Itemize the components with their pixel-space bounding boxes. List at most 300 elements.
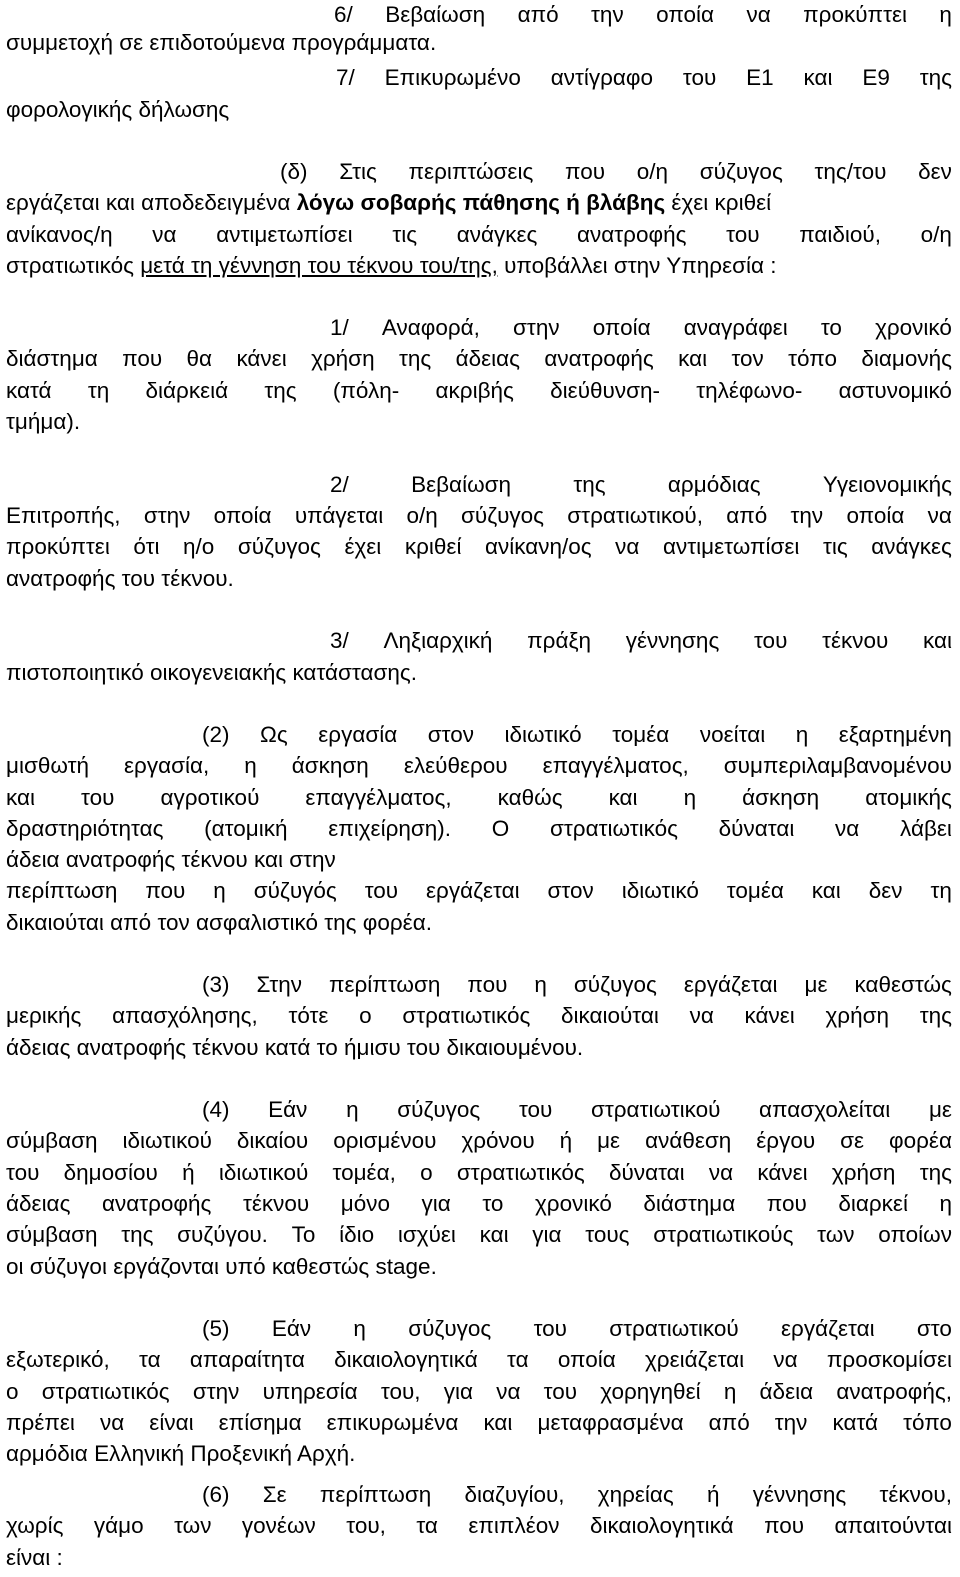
word: ατομικής	[865, 785, 952, 810]
word: δικαίου	[236, 1128, 309, 1153]
word: των	[174, 1513, 212, 1538]
word: του	[533, 1316, 567, 1341]
word: επίσημα	[218, 1410, 302, 1435]
text-line: άδειας ανατροφής τέκνου κατά το ήμισυ του δικαιουμένου.	[6, 1035, 584, 1060]
word: (6)	[202, 1482, 230, 1507]
text-line	[6, 376, 952, 406]
word: πρέπει	[6, 1410, 75, 1435]
word: και	[811, 878, 841, 903]
word: χορηγηθεί	[600, 1379, 701, 1404]
word: και	[6, 785, 35, 810]
word: για	[421, 1191, 451, 1216]
word: με	[804, 972, 828, 997]
word: στην	[192, 1379, 240, 1404]
word: δικαιούται	[560, 1003, 659, 1028]
word: περίπτωση	[6, 878, 118, 903]
word: που	[766, 1191, 807, 1216]
word: δημοσίου	[63, 1160, 158, 1185]
word: επιχείρηση).	[328, 816, 452, 841]
text-line	[6, 1345, 952, 1375]
word: εργασία,	[124, 753, 210, 778]
word: ιδιωτικού	[218, 1160, 309, 1185]
text-segment: υποβάλλει στην Υπηρεσία :	[497, 253, 777, 278]
word: Ε9	[862, 65, 890, 90]
word: επικυρωμένα	[326, 1410, 459, 1435]
text-line: οι σύζυγοι εργάζονται υπό καθεστώς stage.	[6, 1254, 437, 1279]
word: ή	[559, 1128, 573, 1153]
word: έργου	[756, 1128, 816, 1153]
word: άδειας	[6, 1191, 71, 1216]
text-line	[280, 157, 952, 187]
text-line	[6, 1408, 952, 1438]
word: τόπο	[903, 1410, 952, 1435]
word: ο	[6, 1379, 19, 1404]
text-line	[6, 783, 952, 813]
word: γέννησης	[625, 628, 720, 653]
word: δύναται	[609, 1160, 685, 1185]
word: η	[795, 722, 809, 747]
word: αναγράφει	[683, 315, 788, 340]
word: τα	[416, 1513, 438, 1538]
word: του	[726, 222, 760, 247]
word: κριθεί	[404, 534, 462, 559]
word: δραστηριότητας	[6, 816, 164, 841]
word: να	[496, 1379, 521, 1404]
word: οποία	[846, 503, 905, 528]
text-line: ανατροφής του τέκνου.	[6, 566, 234, 591]
text-segment: στρατιωτικός	[6, 253, 141, 278]
word: της	[264, 378, 297, 403]
word: να	[689, 1003, 714, 1028]
word: του	[6, 1160, 40, 1185]
word: κατά	[832, 1410, 879, 1435]
word: σύζυγος	[699, 159, 783, 184]
word: σε	[840, 1128, 865, 1153]
word: στρατιωτικός	[402, 1003, 531, 1028]
word: να	[615, 534, 640, 559]
text-line: τμήμα).	[6, 409, 81, 434]
word: καθώς	[497, 785, 563, 810]
word: της	[398, 346, 432, 371]
word: να	[99, 1410, 125, 1435]
word: περίπτωση	[328, 972, 441, 997]
bold-phrase: λόγω σοβαρής πάθησης ή βλάβης	[296, 190, 666, 215]
word: στρατιωτικού	[609, 1316, 739, 1341]
word: σύζυγος	[237, 534, 321, 559]
word: γάμο	[93, 1513, 144, 1538]
word: (πόλη-	[332, 378, 400, 403]
word: Ε1	[746, 65, 774, 90]
text-line	[6, 1220, 952, 1250]
word: τις	[822, 534, 848, 559]
text-segment: εργάζεται και αποδεδειγμένα	[6, 190, 297, 215]
word: στην	[143, 503, 191, 528]
text-line	[6, 876, 952, 906]
word: του	[518, 1097, 553, 1122]
word: τέκνου	[242, 1191, 310, 1216]
word: της	[121, 1222, 154, 1247]
word: (3)	[202, 972, 230, 997]
word: από	[726, 503, 768, 528]
word: άσκηση	[742, 785, 820, 810]
word: η	[939, 2, 952, 27]
word: σύμβαση	[6, 1128, 98, 1153]
word: προκύπτει	[6, 534, 110, 559]
word: οποία	[213, 503, 272, 528]
text-line	[202, 970, 952, 1000]
word: συμπεριλαμβανομένου	[723, 753, 952, 778]
text-line: άδεια ανατροφής τέκνου και στην	[6, 847, 336, 872]
text-line: δικαιούται από τον ασφαλιστικό της φορέα.	[6, 910, 432, 935]
word: προκύπτει	[803, 2, 907, 27]
word: είναι	[149, 1410, 194, 1435]
word: Στις	[339, 159, 377, 184]
text-line	[202, 1095, 952, 1125]
text-line: πιστοποιητικό οικογενειακής κατάστασης.	[6, 660, 417, 685]
word: επαγγέλματος,	[542, 753, 689, 778]
word: ανατροφής,	[836, 1379, 952, 1404]
word: υπηρεσία	[262, 1379, 358, 1404]
word: διαζυγίου,	[464, 1482, 565, 1507]
text-line	[6, 814, 952, 844]
underlined-phrase: μετά τη γέννηση του τέκνου του/της,	[140, 253, 498, 278]
word: ιδιωτικό	[504, 722, 582, 747]
word: που	[122, 346, 163, 371]
word: να	[746, 2, 771, 27]
word: χηρείας	[597, 1482, 674, 1507]
word: (4)	[202, 1097, 230, 1122]
word: για	[532, 1222, 562, 1247]
word: εξαρτημένη	[838, 722, 952, 747]
word: εργάζεται	[683, 972, 778, 997]
word: γονέων	[241, 1513, 316, 1538]
word: να	[773, 1347, 798, 1372]
word: κάνει	[757, 1160, 808, 1185]
word: στρατιωτικού,	[567, 503, 703, 528]
word: και	[803, 65, 833, 90]
word: η	[346, 1097, 359, 1122]
word: μόνο	[340, 1191, 390, 1216]
text-line	[6, 251, 952, 281]
word: στρατιωτικού	[590, 1097, 721, 1122]
word: 1/	[330, 315, 349, 340]
word: διάστημα	[6, 346, 98, 371]
word: να	[152, 222, 177, 247]
word: για	[443, 1379, 473, 1404]
text-line	[6, 1511, 952, 1541]
word: κατά	[6, 378, 52, 403]
word: μεταφρασμένα	[537, 1410, 684, 1435]
word: διάστημα	[643, 1191, 736, 1216]
word: επιπλέον	[468, 1513, 560, 1538]
word: (5)	[202, 1316, 230, 1341]
text-line	[6, 1158, 952, 1188]
word: άσκηση	[291, 753, 369, 778]
word: χρονικό	[534, 1191, 612, 1216]
word: τους	[585, 1222, 630, 1247]
word: και	[483, 1410, 513, 1435]
word: γέννησης	[752, 1482, 847, 1507]
word: από	[708, 1410, 750, 1435]
word: στην	[513, 315, 560, 340]
word: η	[534, 972, 547, 997]
word: αγροτικού	[160, 785, 260, 810]
word: Επικυρωμένο	[384, 65, 521, 90]
word: τηλέφωνο-	[696, 378, 803, 403]
word: αρμόδιας	[667, 472, 761, 497]
word: στρατιωτικός	[456, 1160, 585, 1185]
text-line	[6, 501, 952, 531]
word: την	[790, 503, 824, 528]
word: οποία	[656, 2, 715, 27]
word: της/του	[814, 159, 887, 184]
word: χρόνου	[461, 1128, 535, 1153]
word: τη	[930, 878, 952, 903]
word: τα	[507, 1347, 529, 1372]
word: ο/η	[406, 503, 438, 528]
word: ισχύει	[397, 1222, 456, 1247]
text-line	[6, 1126, 952, 1156]
text-line	[330, 313, 952, 343]
word: Ως	[260, 722, 288, 747]
word: σύζυγος	[573, 972, 657, 997]
word: να	[708, 1160, 734, 1185]
word: την	[774, 1410, 808, 1435]
word: του	[682, 65, 717, 90]
word: εργασία	[318, 722, 398, 747]
word: δεν	[918, 159, 952, 184]
word: στρατιωτικός	[41, 1379, 170, 1404]
word: στον	[547, 878, 594, 903]
word: ανάγκες	[871, 534, 952, 559]
word: κάνει	[744, 1003, 795, 1028]
word: που	[764, 1513, 805, 1538]
text-line	[336, 63, 952, 93]
word: Ο	[491, 816, 510, 841]
text-line: αρμόδια Ελληνική Προξενική Αρχή.	[6, 1441, 356, 1466]
word: στον	[427, 722, 474, 747]
word: στο	[916, 1316, 952, 1341]
text-line	[6, 1001, 952, 1031]
word: απαιτούνται	[834, 1513, 952, 1538]
word: ο	[420, 1160, 433, 1185]
word: τότε	[288, 1003, 329, 1028]
word: αντιμετωπίσει	[216, 222, 353, 247]
word: (2)	[202, 722, 230, 747]
word: Στην	[256, 972, 302, 997]
word: τόπο	[788, 346, 837, 371]
word: διεύθυνση-	[550, 378, 660, 403]
word: ή	[182, 1160, 195, 1185]
word: ανίκανος/η	[6, 222, 113, 247]
word: διαρκεί	[838, 1191, 908, 1216]
word: υπάγεται	[294, 503, 384, 528]
word: λάβει	[900, 816, 952, 841]
word: ανίκανη/ος	[485, 534, 592, 559]
word: η	[939, 1191, 952, 1216]
word: ανάγκες	[456, 222, 538, 247]
word: η	[213, 878, 226, 903]
word: 2/	[330, 472, 349, 497]
word: έχει	[344, 534, 382, 559]
word: του	[543, 1379, 578, 1404]
text-line: φορολογικής δήλωσης	[6, 97, 230, 122]
word: της	[919, 65, 952, 90]
word: οποία	[592, 315, 651, 340]
word: άδεια	[759, 1379, 814, 1404]
word: περιπτώσεις	[408, 159, 534, 184]
word: αντιμετωπίσει	[662, 534, 800, 559]
word: από	[517, 2, 559, 27]
text-line	[6, 344, 952, 374]
word: εργάζεται	[426, 878, 520, 903]
word: Ληξιαρχική	[383, 628, 493, 653]
word: δύναται	[718, 816, 795, 841]
word: προσκομίσει	[826, 1347, 952, 1372]
word: παιδιού,	[799, 222, 881, 247]
word: το	[482, 1191, 504, 1216]
text-line	[330, 626, 952, 656]
word: ανατροφής	[101, 1191, 212, 1216]
word: τέκνου,	[879, 1482, 952, 1507]
word: με	[597, 1128, 621, 1153]
word: Υγειονομικής	[822, 472, 952, 497]
word: του,	[380, 1379, 421, 1404]
word: τέκνου	[822, 628, 889, 653]
word: ιδιωτικού	[122, 1128, 212, 1153]
word: η	[723, 1379, 737, 1404]
word: εργάζεται	[780, 1316, 875, 1341]
word: και	[923, 628, 952, 653]
word: τη	[87, 378, 110, 403]
word: χρήση	[831, 1160, 896, 1185]
word: αντίγραφο	[550, 65, 654, 90]
word: χρήση	[825, 1003, 890, 1028]
text-line	[202, 1480, 952, 1510]
word: δεν	[868, 878, 903, 903]
word: τα	[139, 1347, 161, 1372]
text-segment: έχει κριθεί	[665, 190, 772, 215]
word: και	[479, 1222, 509, 1247]
word: ίδιο	[339, 1222, 375, 1247]
word: απαραίτητα	[189, 1347, 305, 1372]
word: χρονικό	[875, 315, 952, 340]
word: να	[927, 503, 952, 528]
text-line	[6, 1377, 952, 1407]
word: (δ)	[280, 159, 308, 184]
word: Αναφορά,	[381, 315, 480, 340]
word: ανατροφής	[577, 222, 687, 247]
word: χωρίς	[6, 1513, 64, 1538]
word: 6/	[334, 2, 353, 27]
word: του,	[346, 1513, 386, 1538]
word: δικαιολογητικά	[334, 1347, 478, 1372]
word: η	[353, 1316, 366, 1341]
text-line	[6, 1189, 952, 1219]
word: να	[835, 816, 860, 841]
text-line: είναι :	[6, 1545, 63, 1570]
word: Το	[291, 1222, 316, 1247]
word: ο/η	[920, 222, 952, 247]
word: τις	[392, 222, 418, 247]
text-line	[330, 470, 952, 500]
word: που	[565, 159, 606, 184]
text-line	[6, 532, 952, 562]
word: εξωτερικό,	[6, 1347, 110, 1372]
word: δικαιολογητικά	[589, 1513, 734, 1538]
word: οποίων	[878, 1222, 952, 1247]
word: η/ο	[183, 534, 215, 559]
word: και	[608, 785, 638, 810]
word: συζύγου.	[177, 1222, 268, 1247]
word: θα	[186, 346, 213, 371]
word: ορισμένου	[333, 1128, 437, 1153]
word: το	[820, 315, 842, 340]
word: ακριβής	[435, 378, 514, 403]
word: 3/	[330, 628, 349, 653]
word: και	[678, 346, 708, 371]
text-line: συμμετοχή σε επιδοτούμενα προγράμματα.	[6, 30, 437, 55]
text-line	[202, 1314, 952, 1344]
word: της	[919, 1003, 952, 1028]
word: ο	[359, 1003, 372, 1028]
word: οποία	[557, 1347, 616, 1372]
word: αστυνομικό	[838, 378, 952, 403]
word: απασχόλησης,	[112, 1003, 258, 1028]
word: απασχολείται	[759, 1097, 891, 1122]
word: των	[817, 1222, 855, 1247]
word: Επιτροπής,	[6, 503, 121, 528]
word: Εάν	[268, 1097, 308, 1122]
word: χρειάζεται	[644, 1347, 745, 1372]
word: ανατροφής	[544, 346, 654, 371]
text-line	[6, 220, 952, 250]
word: τομέα	[612, 722, 670, 747]
word: καθεστώς	[854, 972, 952, 997]
word: ανάθεση	[645, 1128, 732, 1153]
word: Σε	[262, 1482, 287, 1507]
word: της	[919, 1160, 952, 1185]
word: σύζυγος	[408, 1316, 492, 1341]
word: στρατιωτικούς	[653, 1222, 794, 1247]
word: τομέα,	[332, 1160, 396, 1185]
word: σύμβαση	[6, 1222, 98, 1247]
word: με	[928, 1097, 952, 1122]
word: του	[81, 785, 115, 810]
word: τομέα	[726, 878, 784, 903]
text-line	[6, 188, 952, 218]
word: στρατιωτικός	[550, 816, 678, 841]
word: σύζυγος	[461, 503, 545, 528]
word: της	[573, 472, 606, 497]
text-line	[6, 751, 952, 781]
word: νοείται	[699, 722, 766, 747]
word: διάρκειά	[145, 378, 229, 403]
word: περίπτωση	[319, 1482, 432, 1507]
word: Βεβαίωση	[411, 472, 512, 497]
word: του	[364, 878, 399, 903]
word: μερικής	[6, 1003, 82, 1028]
word: ο/η	[636, 159, 669, 184]
word: Εάν	[271, 1316, 312, 1341]
word: μισθωτή	[6, 753, 90, 778]
word: κάνει	[236, 346, 287, 371]
word: ελεύθερου	[403, 753, 508, 778]
word: του	[753, 628, 788, 653]
word: 7/	[336, 65, 355, 90]
word: φορέα	[889, 1128, 952, 1153]
word: σύζυγος	[397, 1097, 481, 1122]
